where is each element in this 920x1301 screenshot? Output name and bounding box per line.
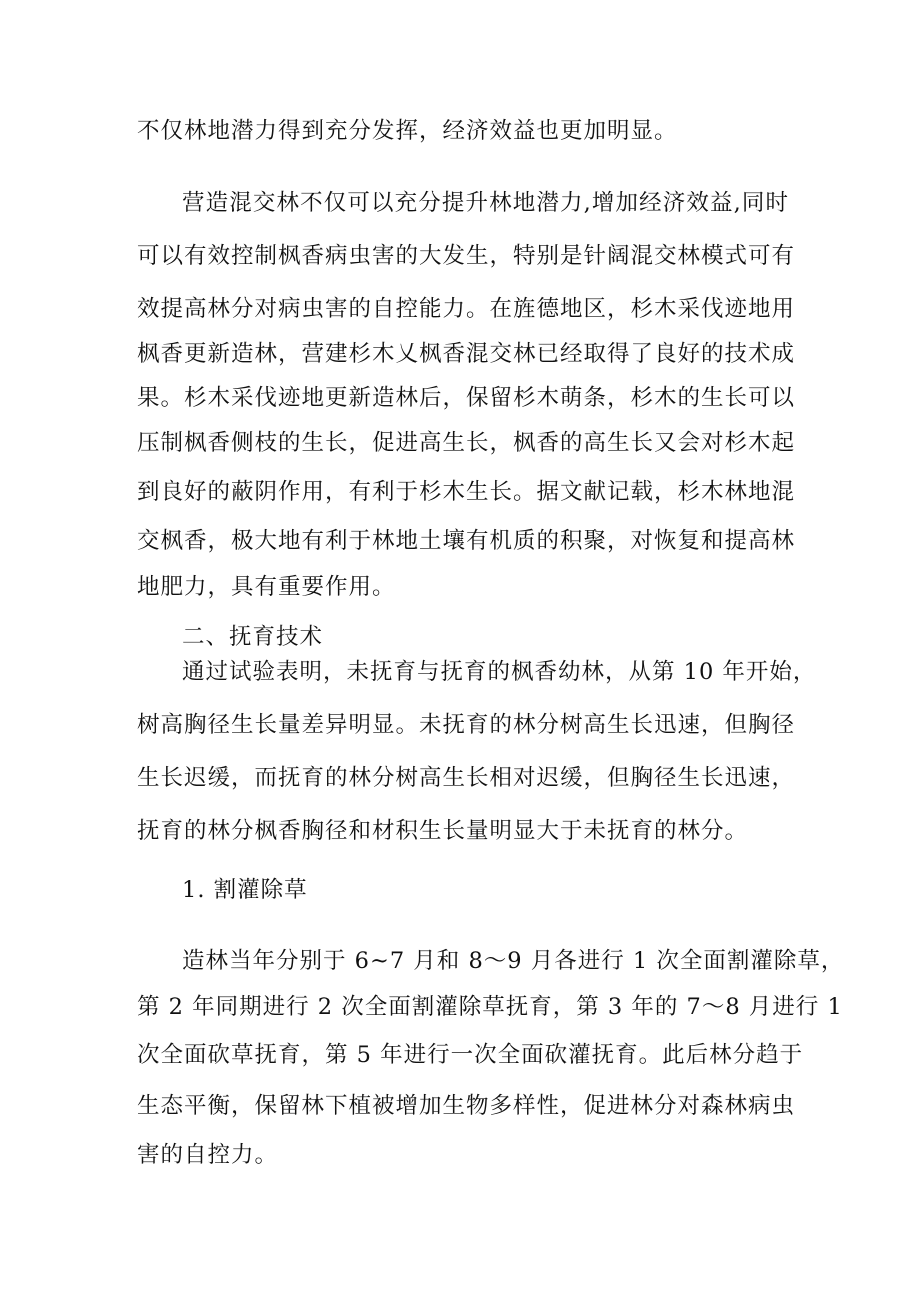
mixed-forest-line-4: 枫香更新造林，营建杉木乂枫香混交林已经取得了良好的技术成 [137,341,796,367]
subsection-heading: 1. 割灌除草 [182,877,308,903]
tending-line-2: 树高胸径生长量差异明显。未抚育的林分树高生长迅速，但胸径 [137,712,796,738]
mixed-forest-line-7: 到良好的蔽阴作用，有利于杉木生长。据文献记载，杉木林地混 [137,479,796,505]
mixed-forest-line-8: 交枫香，极大地有利于林地土壤有机质的积聚，对恢复和提高林 [137,528,796,554]
intro-line: 不仅林地潜力得到充分发挥，经济效益也更加明显。 [137,118,678,144]
mixed-forest-line-9: 地肥力，具有重要作用。 [137,574,396,600]
mixed-forest-line-1: 营造混交林不仅可以充分提升林地潜力,增加经济效益,同时 [182,190,789,216]
weeding-line-5: 害的自控力。 [137,1142,279,1168]
weeding-line-3: 次全面砍草抚育，第 5 年进行一次全面砍灌抚育。此后林分趋于 [137,1042,804,1068]
weeding-line-1: 造林当年分别于 6~7 月和 8～9 月各进行 1 次全面割灌除草， [182,948,845,974]
mixed-forest-line-2: 可以有效控制枫香病虫害的大发生，特别是针阔混交林模式可有 [137,243,796,269]
tending-line-3: 生长迟缓，而抚育的林分树高生长相对迟缓，但胸径生长迅速， [137,765,796,791]
section-heading: 二、抚育技术 [182,624,324,650]
tending-line-1: 通过试验表明，未抚育与抚育的枫香幼林，从第 10 年开始， [182,659,817,685]
tending-line-4: 抚育的林分枫香胸径和材积生长量明显大于未抚育的林分。 [137,818,749,844]
mixed-forest-line-5: 果。杉木采伐迹地更新造林后，保留杉木萌条，杉木的生长可以 [137,385,796,411]
mixed-forest-line-3: 效提高林分对病虫害的自控能力。在旌德地区，杉木采伐迹地用 [137,296,796,322]
mixed-forest-line-6: 压制枫香侧枝的生长，促进高生长，枫香的高生长又会对杉木起 [137,430,796,456]
weeding-line-4: 生态平衡，保留林下植被增加生物多样性，促进林分对森林病虫 [137,1093,796,1119]
weeding-line-2: 第 2 年同期进行 2 次全面割灌除草抚育，第 3 年的 7～8 月进行 1 [137,994,843,1020]
